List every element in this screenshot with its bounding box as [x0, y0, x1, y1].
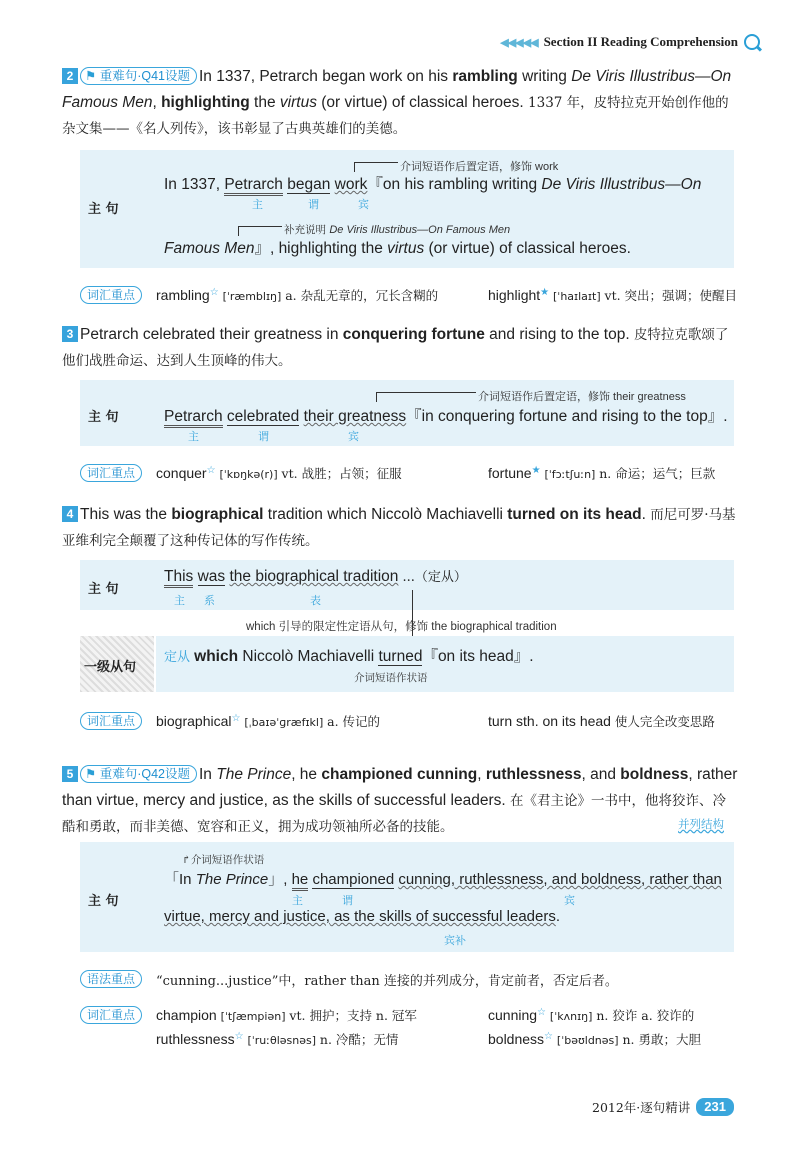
role-verb: 系: [204, 594, 215, 607]
role-verb: 谓: [308, 198, 319, 211]
sentence-line: This was the biographical tradition ...（定从）: [164, 566, 467, 586]
vocab-item: champion [ˈtʃæmpiən] vt. 拥护；支持 n. 冠军: [156, 1007, 417, 1023]
sentence-line: 定从 which Niccolò Machiavelli turned『on its head』.: [164, 648, 534, 665]
book-title: 2012年·逐句精讲: [592, 1100, 691, 1115]
vocab-item: biographical☆ [ˌbaɪəˈɡræfɪkl] a. 传记的: [156, 713, 381, 729]
role-subject: 主: [174, 594, 185, 607]
section-header: [500, 34, 760, 50]
vocab-tag: 词汇重点: [80, 286, 142, 304]
arrow: [354, 162, 398, 163]
sentence-number: 3: [62, 326, 78, 342]
grammar-tag: 语法重点: [80, 970, 142, 988]
role-subject: 主: [188, 430, 199, 443]
vocab-item: boldness☆ [ˈbəʊldnəs] n. 勇敢；大胆: [488, 1031, 701, 1047]
vocab-tag: 词汇重点: [80, 712, 142, 730]
translation: 而尼可罗·马基亚维利完全颠覆了这种传记体的写作传统。: [62, 507, 736, 549]
page-footer: [592, 1098, 734, 1116]
vocab-item: turn sth. on its head 使人完全改变思路: [488, 713, 715, 729]
vocab-item: conquer☆ [ˈkɒŋkə(r)] vt. 战胜；占领；征服: [156, 465, 402, 481]
vocab-item: highlight★ [ˈhaɪlaɪt] vt. 突出；强调；使醒目: [488, 287, 738, 303]
grammar-note: ↱介词短语作状语: [182, 854, 265, 866]
grammar-note: 介词短语作状语: [354, 672, 428, 684]
role-subject: 主: [252, 198, 263, 211]
arrow: [376, 392, 476, 393]
sentence-5: 5 ⚑ 重难句·Q42设题 In The Prince, he championed cunning, ruthlessness, and boldness, rather than virtue, mercy and justice, as the skills of successful leaders. 在《君主论》一书中，他将狡诈、冷酷和勇敢，而非美德、宽容和正义，拥为成功领袖所必备的技能。: [62, 766, 738, 835]
role-object: 宾: [564, 894, 575, 907]
sentence-3: 3 Petrarch celebrated their greatness in conquering fortune and rising to the top. 皮特拉克歌颂了他们战胜命运、达到人生顶峰的伟大。: [62, 326, 729, 369]
translation: 1337 年，皮特拉克开始创作他的杂文集——《名人列传》，该书彰显了古典英雄们的美德。: [62, 95, 729, 137]
arrow: [238, 226, 239, 236]
sentence-line: Petrarch celebrated their greatness『in conquering fortune and rising to the top』.: [164, 404, 728, 426]
analysis-box-5: [80, 842, 734, 952]
sentence-line: Famous Men』, highlighting the virtus (or virtue) of classical heroes.: [164, 240, 631, 257]
sentence-line: In 1337, Petrarch began work『on his rambling writing De Viris Illustribus—On: [164, 172, 701, 194]
difficulty-tag: ⚑ 重难句·Q42设题: [80, 765, 197, 783]
vocab-tag: 词汇重点: [80, 1006, 142, 1024]
role-verb: 谓: [342, 894, 353, 907]
role-subject: 主: [292, 894, 303, 907]
arrow: [238, 226, 282, 227]
translation: 在《君主论》一书中，他将狡诈、冷酷和勇敢，而非美德、宽容和正义，拥为成功领袖所必备的技能。: [62, 793, 726, 835]
role-object: 表: [310, 594, 321, 607]
role-object: 宾: [348, 430, 359, 443]
vocab-tag: 词汇重点: [80, 464, 142, 482]
arrow: [376, 392, 377, 402]
flag-icon: ⚑: [85, 69, 97, 83]
vocab-item: ruthlessness☆ [ˈruːθləsnəs] n. 冷酷；无情: [156, 1031, 399, 1047]
sentence-line: virtue, mercy and justice, as the skills of successful leaders.: [164, 908, 561, 925]
structure-note: 并列结构: [678, 817, 724, 831]
role-object: 宾: [358, 198, 369, 211]
vocab-item: rambling☆ [ˈræmblɪŋ] a. 杂乱无章的，冗长含糊的: [156, 287, 439, 303]
sentence-4: 4 This was the biographical tradition which Niccolò Machiavelli turned on its head. 而尼可罗·马基亚维利完全颠覆了这种传记体的写作传统。: [62, 506, 736, 549]
translation: 皮特拉克歌颂了他们战胜命运、达到人生顶峰的伟大。: [62, 327, 729, 369]
page-number: 231: [696, 1098, 734, 1116]
sentence-number: 5: [62, 766, 78, 782]
grammar-note: 介词短语作后置定语，修饰 work: [400, 161, 559, 173]
sentence-line: 「In The Prince」, he championed cunning, ruthlessness, and boldness, rather than: [164, 868, 722, 889]
sentence-number: 4: [62, 506, 78, 522]
sentence-number: 2: [62, 68, 78, 84]
difficulty-tag: ⚑ 重难句·Q41设题: [80, 67, 197, 85]
search-icon: [744, 34, 760, 50]
vocab-item: fortune★ [ˈfɔːtʃuːn] n. 命运；运气；巨款: [488, 465, 716, 481]
grammar-note: 介词短语作后置定语，修饰 their greatness: [478, 391, 686, 403]
grammar-point: “cunning...justice”中，rather than 连接的并列成分，肯定前者，否定后者。: [156, 974, 618, 989]
clause-label: 一级从句: [84, 660, 137, 675]
clause-label: 主 句: [88, 202, 119, 217]
flag-icon: ⚑: [85, 767, 97, 781]
clause-label: 主 句: [88, 582, 119, 597]
sentence-2: 2 ⚑ 重难句·Q41设题 In 1337, Petrarch began work on his rambling writing De Viris Illustribus—On Famous Men, highlighting the virtus (or virtue) of classical heroes. 1337 年，皮特拉克开始创作他的杂文集——《名人列传》，该书彰显了古典英雄们的美德。: [62, 68, 732, 137]
role-verb: 谓: [258, 430, 269, 443]
grammar-note: 补充说明 De Viris Illustribus—On Famous Men: [284, 224, 511, 236]
arrow-icon: ◀◀◀◀◀: [500, 36, 538, 49]
role-complement: 宾补: [444, 934, 466, 947]
grammar-note: which 引导的限定性定语从句，修饰 the biographical tradition: [246, 621, 557, 633]
clause-label: 主 句: [88, 410, 119, 425]
arrow: [354, 162, 355, 172]
vocab-item: cunning☆ [ˈkʌnɪŋ] n. 狡诈 a. 狡诈的: [488, 1007, 695, 1023]
clause-label: 主 句: [88, 894, 119, 909]
section-title: Section II Reading Comprehension: [543, 34, 738, 49]
